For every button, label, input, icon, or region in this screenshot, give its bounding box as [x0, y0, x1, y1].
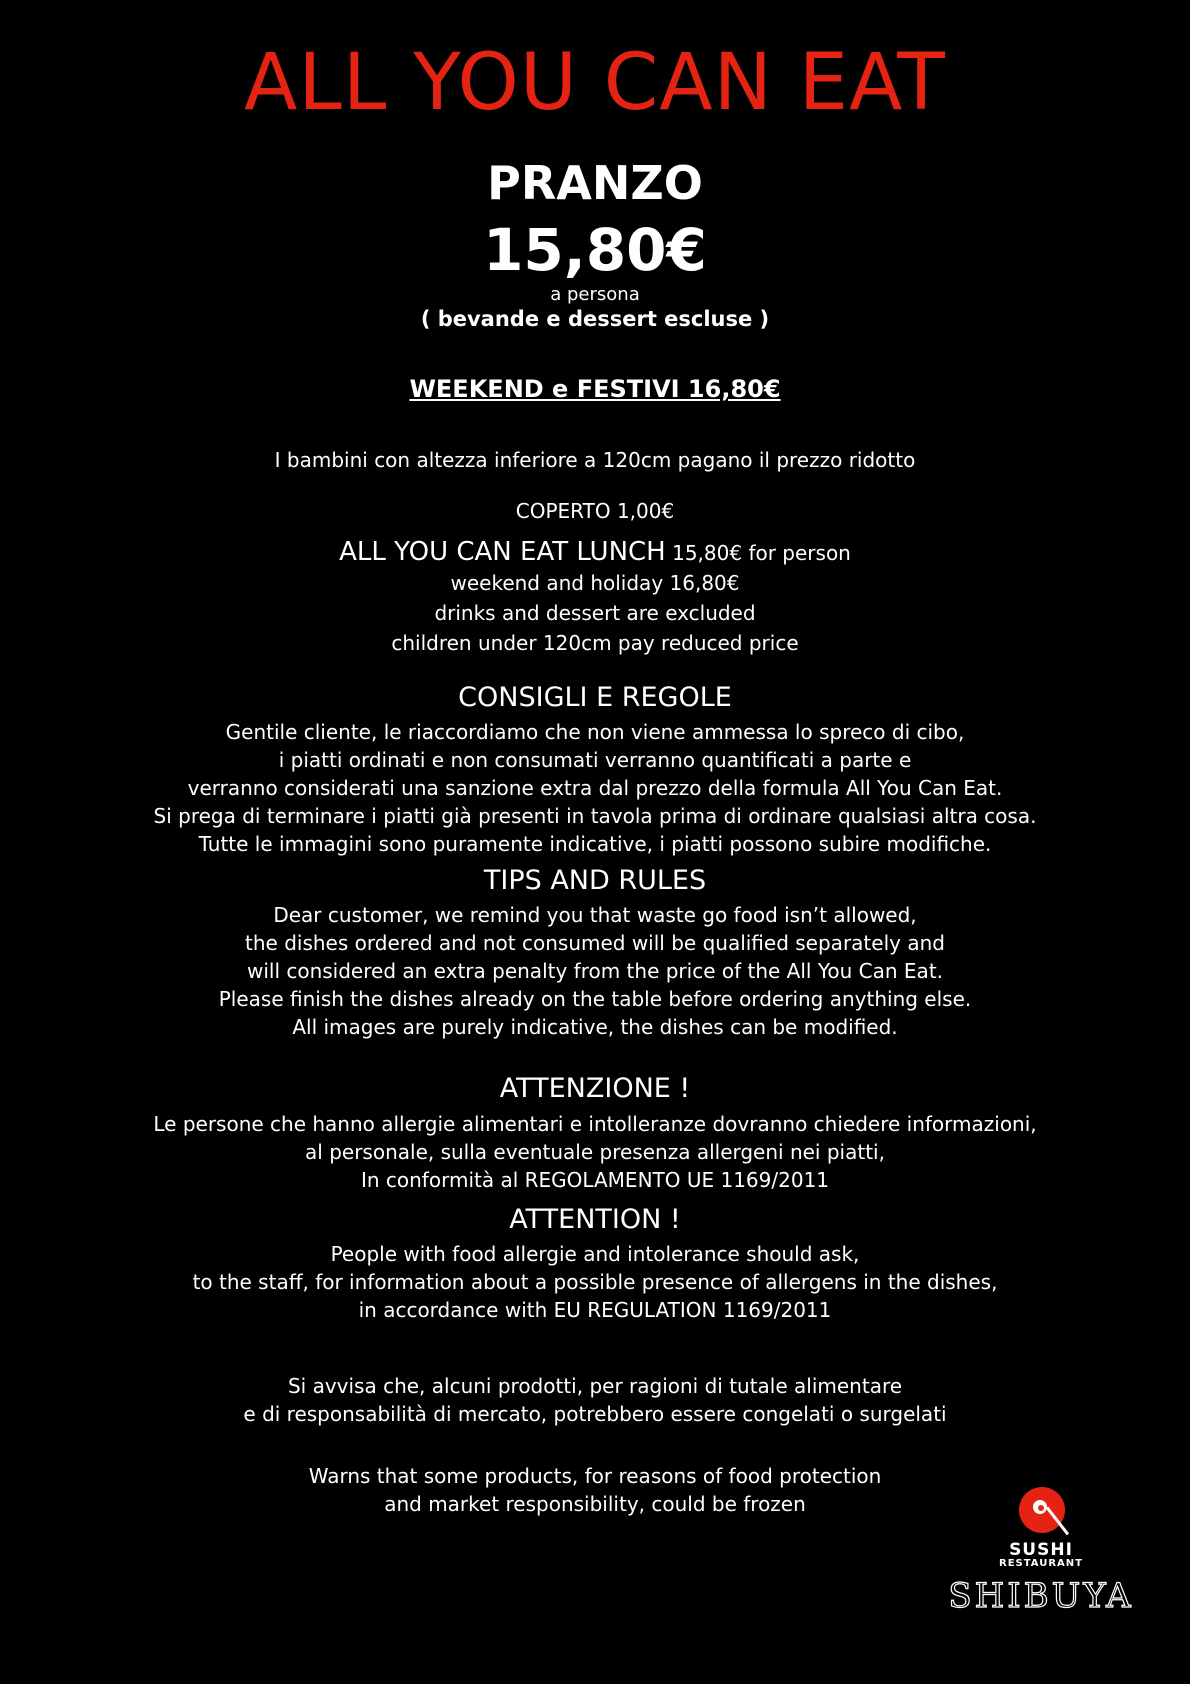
attenzione-line: al personale, sulla eventuale presenza allergeni nei piatti, — [305, 1140, 885, 1164]
consigli-text — [0, 718, 1190, 858]
english-lunch-price: 15,80€ for person — [665, 541, 851, 565]
logo-restaurant-text: RESTAURANT — [999, 1558, 1083, 1569]
restaurant-logo — [936, 1484, 1146, 1618]
page-title: ALL YOU CAN EAT — [244, 38, 946, 128]
children-note: I bambini con altezza inferiore a 120cm pagano il prezzo ridotto — [274, 448, 916, 472]
per-person-note: a persona — [550, 284, 640, 305]
english-lunch-heading-line — [0, 537, 1190, 568]
consigli-line: verranno considerati una sanzione extra dal prezzo della formula All You Can Eat. — [187, 776, 1003, 800]
lunch-label: PRANZO — [487, 156, 703, 210]
frozen-it-line: e di responsabilità di mercato, potrebbero essere congelati o surgelati — [243, 1402, 947, 1426]
attenzione-line: In conformità al REGOLAMENTO UE 1169/2011 — [360, 1168, 830, 1192]
attenzione-text — [0, 1110, 1190, 1194]
attenzione-heading: ATTENZIONE ! — [499, 1073, 691, 1104]
tips-line: Dear customer, we remind you that waste go food isn’t allowed, — [273, 903, 917, 927]
tips-heading: TIPS AND RULES — [483, 865, 707, 896]
attention-text — [0, 1240, 1190, 1324]
consigli-line: Tutte le immagini sono puramente indicative, i piatti possono subire modifiche. — [198, 832, 992, 856]
attention-line: People with food allergie and intolerance should ask, — [330, 1242, 860, 1266]
tips-text — [0, 901, 1190, 1041]
sushi-chopsticks-icon — [1019, 1487, 1065, 1533]
frozen-en-line: and market responsibility, could be frozen — [384, 1492, 806, 1516]
attenzione-line: Le persone che hanno allergie alimentari e intolleranze dovranno chiedere informazioni, — [153, 1112, 1037, 1136]
consigli-line: Si prega di terminare i piatti già presenti in tavola prima di ordinare qualsiasi altra cosa. — [153, 804, 1037, 828]
consigli-line: i piatti ordinati e non consumati verranno quantificati a parte e — [278, 748, 912, 772]
english-lunch-line: drinks and dessert are excluded — [434, 601, 756, 625]
excluded-note: ( bevande e dessert escluse ) — [420, 307, 770, 331]
attention-line: to the staff, for information about a possible presence of allergens in the dishes, — [192, 1270, 998, 1294]
tips-line: Please finish the dishes already on the table before ordering anything else. — [218, 987, 972, 1011]
consigli-heading: CONSIGLI E REGOLE — [458, 682, 732, 713]
logo-brand-name: SHIBUYA — [948, 1576, 1134, 1616]
tips-line: All images are purely indicative, the dishes can be modified. — [292, 1015, 898, 1039]
attention-line: in accordance with EU REGULATION 1169/2011 — [358, 1298, 832, 1322]
english-lunch-line: children under 120cm pay reduced price — [391, 631, 799, 655]
frozen-en-line: Warns that some products, for reasons of food protection — [308, 1464, 882, 1488]
tips-line: the dishes ordered and not consumed will be qualified separately and — [245, 931, 945, 955]
english-lunch-block — [0, 537, 1190, 655]
consigli-line: Gentile cliente, le riaccordiamo che non viene ammessa lo spreco di cibo, — [225, 720, 965, 744]
english-lunch-line: weekend and holiday 16,80€ — [450, 571, 740, 595]
logo-sushi-text: SUSHI — [1009, 1540, 1073, 1560]
tips-line: will considered an extra penalty from the price of the All You Can Eat. — [246, 959, 944, 983]
cover-charge: COPERTO 1,00€ — [515, 499, 675, 523]
english-lunch-heading: ALL YOU CAN EAT LUNCH — [339, 537, 666, 567]
frozen-note-it — [0, 1372, 1190, 1428]
lunch-price: 15,80€ — [483, 216, 707, 284]
attention-heading: ATTENTION ! — [509, 1204, 681, 1235]
weekend-price: WEEKEND e FESTIVI 16,80€ — [409, 375, 781, 403]
frozen-it-line: Si avvisa che, alcuni prodotti, per ragioni di tutale alimentare — [287, 1374, 903, 1398]
